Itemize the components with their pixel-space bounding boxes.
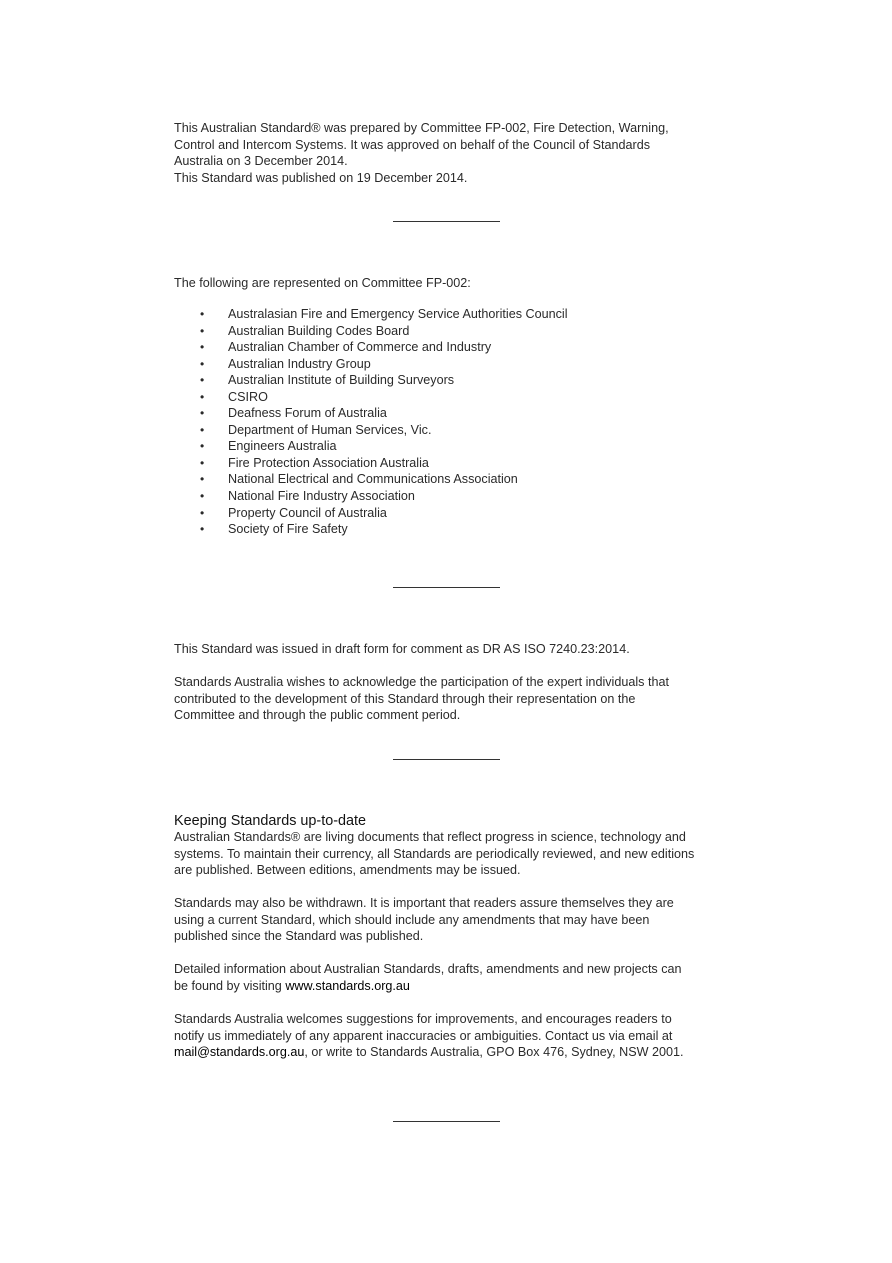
member-name: Australian Chamber of Commerce and Industry: [228, 340, 492, 355]
approval-line: Control and Intercom Systems. It was approved on behalf of the Council of Standards: [174, 137, 651, 152]
approval-line: Australia on 3 December 2014.: [174, 154, 348, 169]
bullet-icon: •: [200, 472, 205, 487]
bullet-icon: •: [200, 455, 205, 470]
section-divider: [393, 221, 500, 222]
paragraph-line: [174, 978, 734, 995]
member-name: National Fire Industry Association: [228, 489, 415, 504]
paragraph-line: [174, 1044, 734, 1061]
paragraph-text: , or write to Standards Australia, GPO Box 476, Sydney, NSW 2001.: [304, 1045, 684, 1060]
bullet-icon: •: [200, 340, 205, 355]
paragraph-line: published since the Standard was published.: [174, 929, 424, 944]
paragraph-line: Australian Standards® are living documents that reflect progress in science, technology and: [174, 830, 686, 844]
list-item: [200, 323, 568, 340]
website-link[interactable]: www.standards.org.au: [285, 978, 410, 993]
member-name: Property Council of Australia: [228, 505, 387, 520]
acknowledgement-line: contributed to the development of this Standard through their representation on the: [174, 691, 636, 706]
member-name: Australian Building Codes Board: [228, 323, 410, 338]
information-paragraph: [174, 961, 734, 994]
bullet-icon: •: [200, 356, 205, 371]
section-divider: [393, 759, 500, 760]
list-item: [200, 521, 568, 538]
member-name: Australasian Fire and Emergency Service Authorities Council: [228, 307, 568, 321]
bullet-icon: •: [200, 422, 205, 437]
approval-statement: [174, 120, 734, 186]
list-item: [200, 438, 568, 455]
member-name: Australian Industry Group: [228, 356, 371, 371]
paragraph-line: Standards may also be withdrawn. It is important that readers assure themselves they are: [174, 896, 674, 910]
list-item: [200, 455, 568, 472]
paragraph-line: Detailed information about Australian Standards, drafts, amendments and new projects can: [174, 962, 682, 976]
member-name: Department of Human Services, Vic.: [228, 422, 432, 437]
bullet-icon: •: [200, 406, 205, 421]
member-name: Deafness Forum of Australia: [228, 406, 387, 421]
section-divider: [393, 587, 500, 588]
paragraph-text: be found by visiting: [174, 978, 286, 993]
living-documents-paragraph: [174, 829, 734, 879]
member-name: CSIRO: [228, 389, 268, 404]
list-item: [200, 471, 568, 488]
bullet-icon: •: [200, 505, 205, 520]
bullet-icon: •: [200, 373, 205, 388]
member-name: Fire Protection Association Australia: [228, 455, 429, 470]
paragraph-line: are published. Between editions, amendments may be issued.: [174, 863, 521, 878]
paragraph-line: Standards Australia welcomes suggestions for improvements, and encourages readers to: [174, 1012, 672, 1026]
list-item: [200, 372, 568, 389]
member-name: National Electrical and Communications Association: [228, 472, 518, 487]
paragraph-line: notify us immediately of any apparent inaccuracies or ambiguities. Contact us via email at: [174, 1028, 673, 1043]
bullet-icon: •: [200, 389, 205, 404]
acknowledgement-line: Standards Australia wishes to acknowledge the participation of the expert individuals that: [174, 675, 669, 689]
list-item: [200, 339, 568, 356]
approval-line: This Australian Standard® was prepared by Committee FP-002, Fire Detection, Warning,: [174, 121, 669, 135]
bullet-icon: •: [200, 522, 205, 537]
feedback-paragraph: [174, 1011, 734, 1061]
section-divider: [393, 1121, 500, 1122]
publication-line: This Standard was published on 19 December 2014.: [174, 170, 468, 185]
member-name: Society of Fire Safety: [228, 522, 348, 537]
member-name: Australian Institute of Building Surveyors: [228, 373, 455, 388]
list-item: [200, 505, 568, 522]
bullet-icon: •: [200, 439, 205, 454]
section-heading: Keeping Standards up-to-date: [174, 813, 367, 829]
list-item: [200, 405, 568, 422]
list-item: [200, 422, 568, 439]
acknowledgement-paragraph: [174, 674, 734, 724]
committee-intro-text: The following are represented on Committee FP-002:: [174, 276, 471, 290]
acknowledgement-line: Committee and through the public comment period.: [174, 708, 461, 723]
bullet-icon: •: [200, 323, 205, 338]
committee-intro: [174, 275, 734, 292]
member-name: Engineers Australia: [228, 439, 337, 454]
draft-issued-text: This Standard was issued in draft form for comment as DR AS ISO 7240.23:2014.: [174, 642, 630, 656]
withdrawn-paragraph: [174, 895, 734, 945]
list-item: [200, 488, 568, 505]
committee-member-list: [200, 306, 568, 538]
email-link[interactable]: mail@standards.org.au: [174, 1045, 305, 1060]
list-item: [200, 356, 568, 373]
draft-statement: [174, 641, 734, 658]
list-item: [200, 389, 568, 406]
bullet-icon: •: [200, 489, 205, 504]
bullet-icon: •: [200, 307, 205, 321]
paragraph-line: using a current Standard, which should include any amendments that may have been: [174, 912, 650, 927]
paragraph-line: systems. To maintain their currency, all Standards are periodically reviewed, and new editions: [174, 846, 695, 861]
list-item: [200, 306, 568, 323]
